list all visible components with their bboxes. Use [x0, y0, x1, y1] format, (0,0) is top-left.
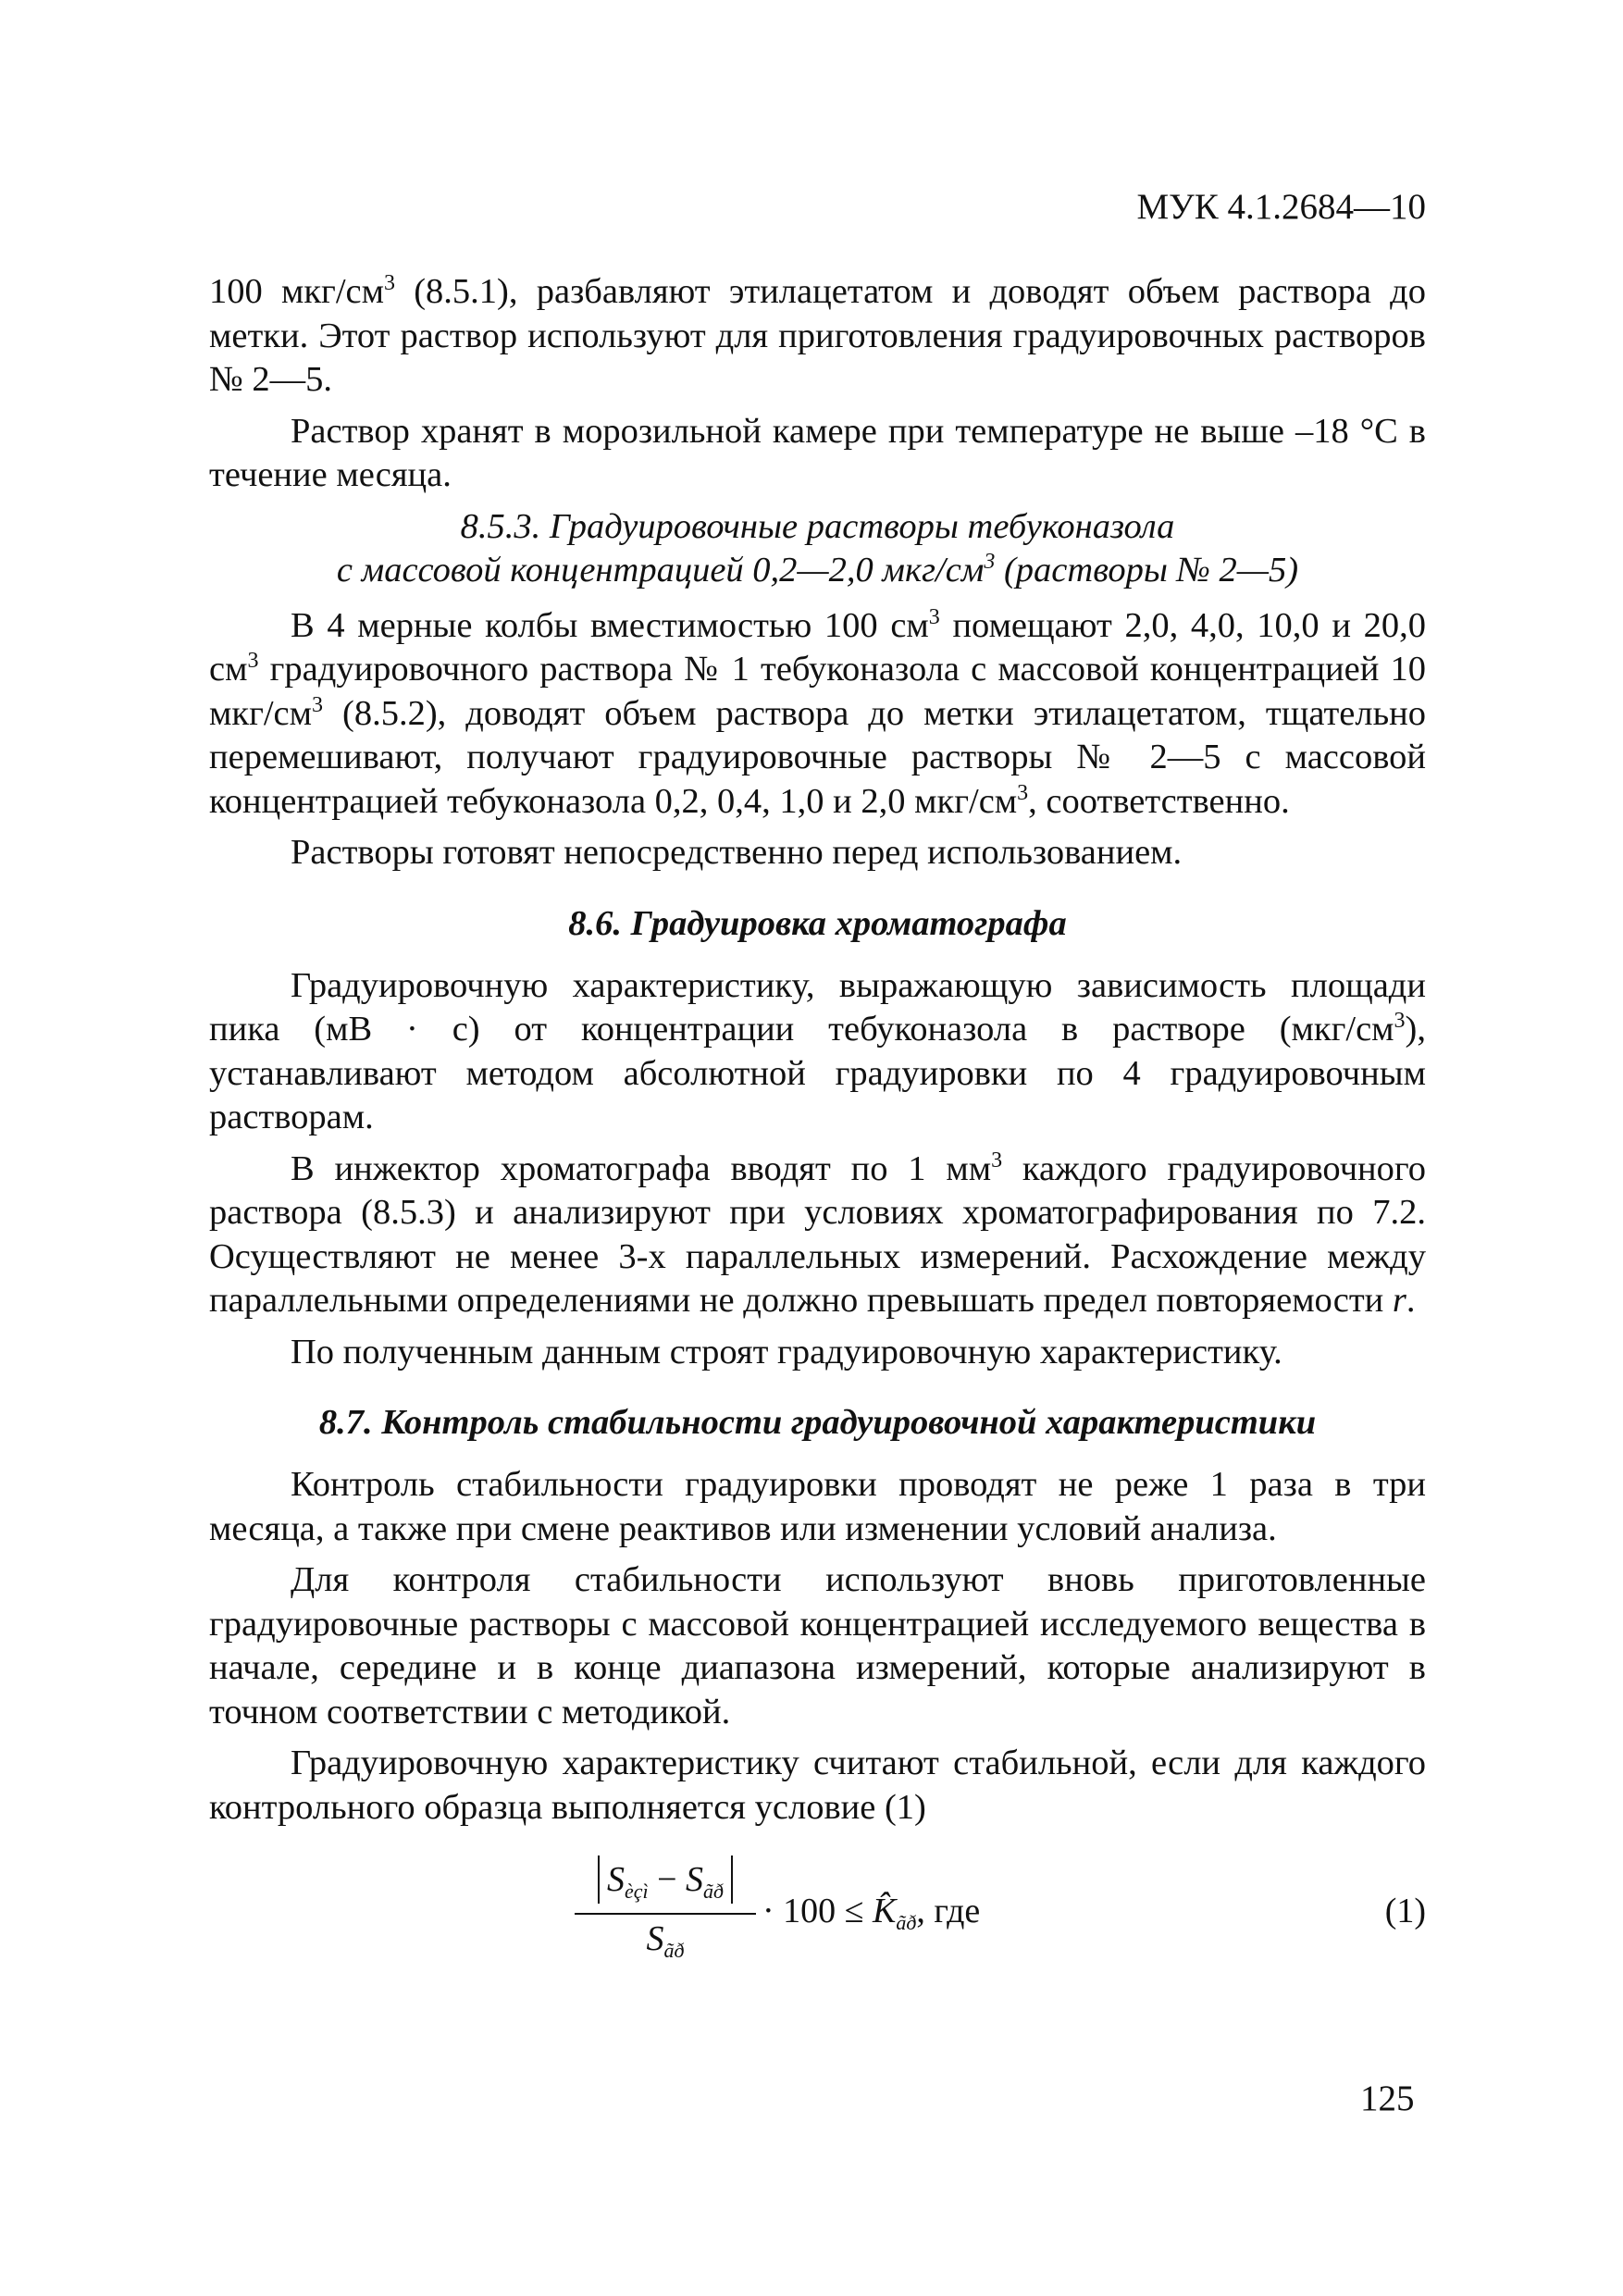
paragraph-preparation: В 4 мерные колбы вместимостью 100 $см^3$ помещают 2,0, 4,0, 10,0 и 20,0 $см^3$ градуировочного раствора № 1 тебуконазола с массовой концентрацией 10 мкг/$см^3$ (8.5.2), доводят объем раствора до метки этилацетатом, тщательно перемешивают, получают градуировочные растворы № 2—5 с массовой концентрацией тебуконазола 0,2, 0,4, 1,0 и 2,0 мкг/$см^3$, соответственно. [209, 604, 1426, 821]
formula-fraction [575, 1855, 756, 1963]
running-header: МУК 4.1.2684—10 [1136, 187, 1426, 227]
paragraph-injection: В инжектор хроматографа вводят по 1 $мм^3$ каждого градуировочного раствора (8.5.3) и анализируют при условиях хроматографирования по 7.2. Осуществляют не менее 3-х параллельных измерений. Расхождение между параллельными определениями не должно превышать предел повторяемости r. [209, 1148, 1426, 1320]
paragraph-immediate-use: Растворы готовят непосредственно перед использованием. [291, 833, 1183, 872]
formula-denominator: $S_{ãð}$ [646, 1919, 685, 1962]
section-heading-8-6: 8.6. Градуировка хроматографа [568, 903, 1067, 943]
formula-1 [209, 1850, 1426, 1980]
paragraph-build-curve: По полученным данным строят градуировочную характеристику. [291, 1332, 1282, 1371]
paragraph-calibration-curve: Градуировочную характеристику, выражающую зависимость площади пика (мВ · с) от концентрации тебуконазола в растворе $(мкг/см^3)$, устанавливают методом абсолютной градуировки по 4 градуировочным растворам. [209, 965, 1426, 1136]
section-heading-8-7: 8.7. Контроль стабильности градуировочной характеристики [318, 1403, 1317, 1442]
page-number: 125 [1360, 2079, 1415, 2118]
formula-number: (1) [1384, 1892, 1426, 1930]
paragraph-stability-control: Контроль стабильности градуировки проводят не реже 1 раза в три месяца, а также при смене реактивов или изменении условий анализа. [209, 1465, 1426, 1548]
paragraph-storage: Раствор хранят в морозильной камере при температуре не выше –18 °С в течение месяца. [209, 411, 1426, 494]
formula-right-side: · $100 \le K̂_{ãð}$, где [762, 1892, 981, 1934]
formula-numerator: $S_{èçì} - S_{ãð}$ [575, 1855, 756, 1907]
paragraph-control-solutions: Для контроля стабильности используют вновь приготовленные градуировочные растворы с массовой концентрацией исследуемого вещества в начале, середине и в конце диапазона измерений, которые анализируют в точном соответствии с методикой. [209, 1560, 1426, 1731]
body-text [209, 270, 1426, 1980]
paragraph-continuation: 100 мкг/$см^3$ (8.5.1), разбавляют этилацетатом и доводят объем раствора до метки. Этот раствор используют для приготовления градуировочных растворов № 2—5. [209, 271, 1426, 399]
subsection-heading-8-5-3: 8.5.3. Градуировочные растворы тебуконазола с массовой концентрацией 0,2—2,0 мкг/$см^3$ (растворы № 2—5) [336, 506, 1299, 590]
paragraph-condition: Градуировочную характеристику считают стабильной, если для каждого контрольного образца выполняется условие (1) [209, 1744, 1426, 1827]
